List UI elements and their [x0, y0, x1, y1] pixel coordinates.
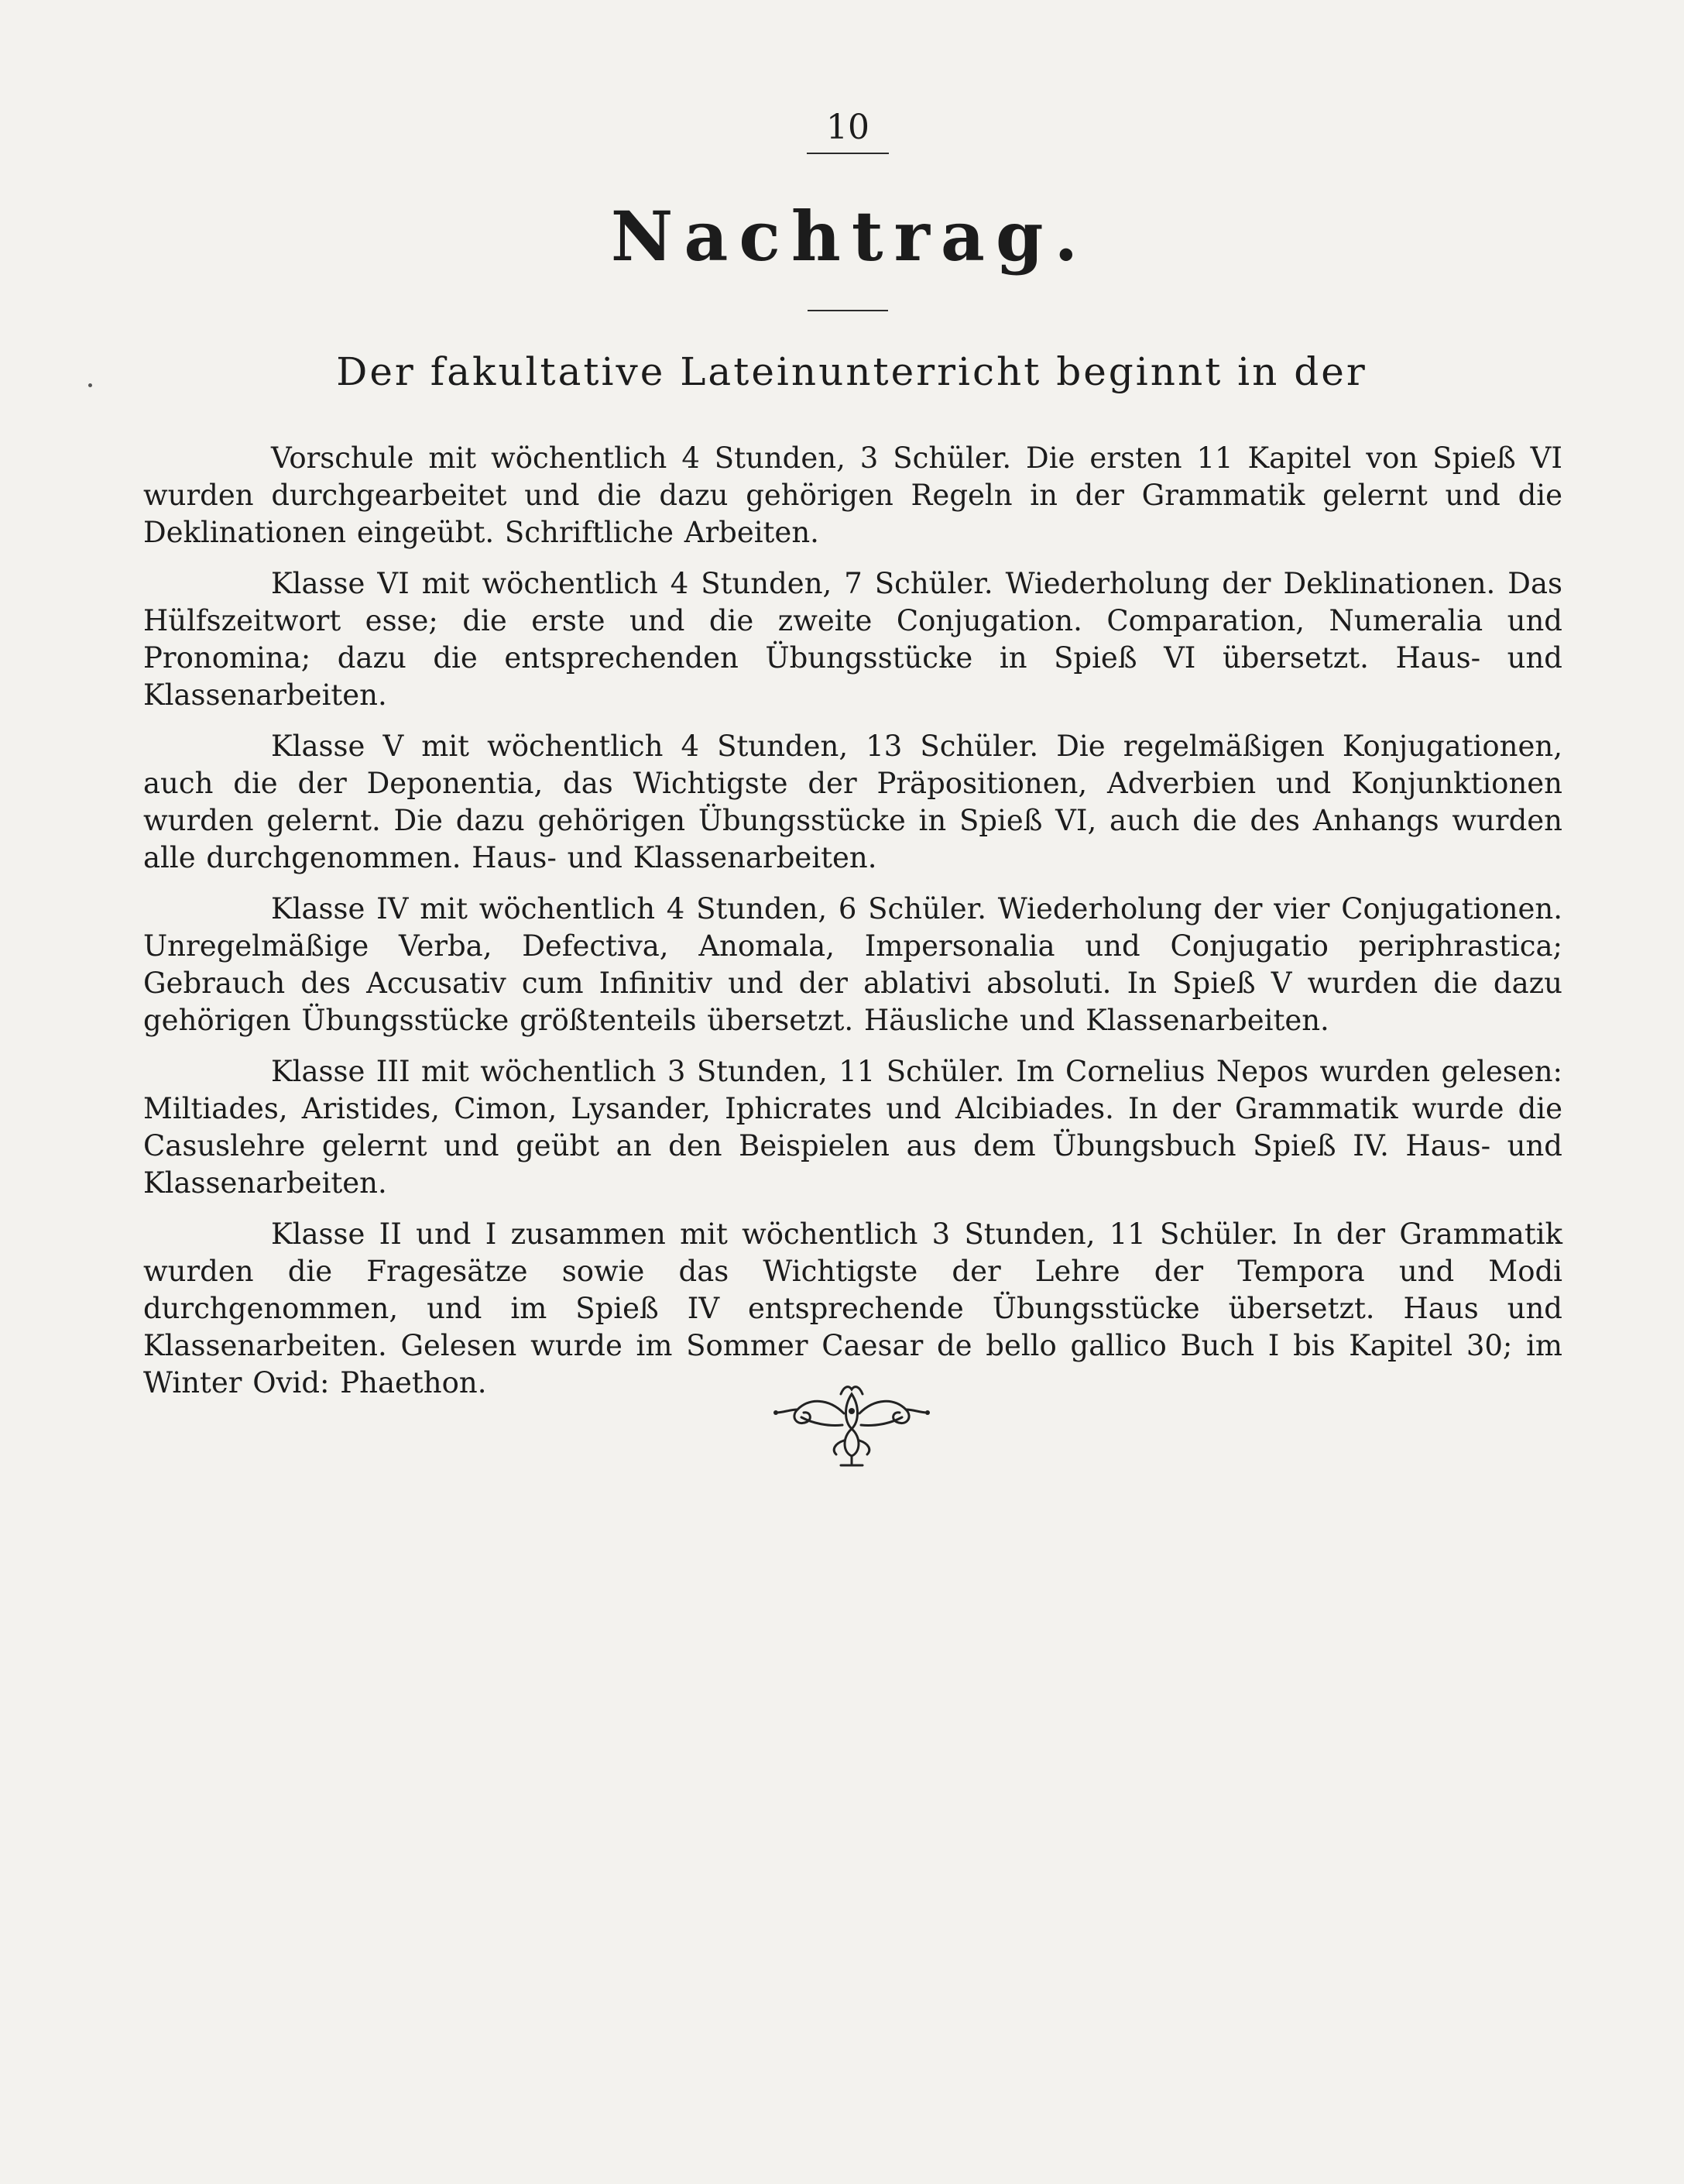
paragraph-klasse-iii: Klasse III mit wöchentlich 3 Stunden, 11 Schüler. Im Cornelius Nepos wurden gelesen: Miltiades, Aristides, Cimon, Lysander, Iphicrates und Alcibiades. In der Grammatik wurde die Casuslehre gelernt und geübt an den Beispielen aus dem Übungsbuch Spieß IV. Haus- und Klassenarbeiten. — [143, 1055, 1562, 1200]
paragraph-vorschule: Vorschule mit wöchentlich 4 Stunden, 3 Schüler. Die ersten 11 Kapitel von Spieß VI wurden durchgearbeitet und die dazu gehörigen Regeln in der Grammatik gelernt und die Deklinationen eingeübt. Schriftliche Arbeiten. — [143, 441, 1562, 549]
paragraph-klasse-ii-i: Klasse II und I zusammen mit wöchentlich 3 Stunden, 11 Schüler. In der Grammatik wurden die Fragesätze sowie das Wichtigste der Lehre der Tempora und Modi durchgenommen, und im Spieß IV entsprechende Übungsstücke übersetzt. Haus und Klassenarbeiten. Gelesen wurde im Sommer Caesar de bello gallico Buch I bis Kapitel 30; im Winter Ovid: Phaethon. — [143, 1217, 1562, 1399]
page-title: Nachtrag. — [610, 196, 1089, 276]
body-text — [143, 440, 1562, 1416]
title-rule — [808, 310, 888, 311]
page-number: 10 — [826, 108, 869, 147]
paragraph-klasse-vi: Klasse VI mit wöchentlich 4 Stunden, 7 Schüler. Wiederholung der Deklinationen. Das Hülfszeitwort esse; die erste und die zweite Conjugation. Comparation, Numeralia und Pronomina; dazu die entsprechenden Übungsstücke in Spieß VI übersetzt. Haus- und Klassenarbeiten. — [143, 567, 1562, 712]
page-number-rule — [807, 153, 889, 154]
paragraph-klasse-iv: Klasse IV mit wöchentlich 4 Stunden, 6 Schüler. Wiederholung der vier Conjugationen. Unregelmäßige Verba, Defectiva, Anomala, Impersonalia und Conjugatio periphrastica; Gebrauch des Accusativ cum Infinitiv und der ablativi absoluti. In Spieß V wurden die dazu gehörigen Übungsstücke größtenteils übersetzt. Häusliche und Klassenarbeiten. — [143, 892, 1562, 1037]
section-subtitle: Der fakultative Lateinunterricht beginnt in der — [336, 349, 1367, 394]
paragraph-klasse-v: Klasse V mit wöchentlich 4 Stunden, 13 Schüler. Die regelmäßigen Konjugationen, auch die der Deponentia, das Wichtigste der Präpositionen, Adverbien und Konjunktionen wurden gelernt. Die dazu gehörigen Übungsstücke in Spieß VI, auch die des Anhangs wurden alle durchgenommen. Haus- und Klassenarbeiten. — [143, 730, 1562, 874]
decorative-ornament-icon — [767, 1379, 937, 1471]
